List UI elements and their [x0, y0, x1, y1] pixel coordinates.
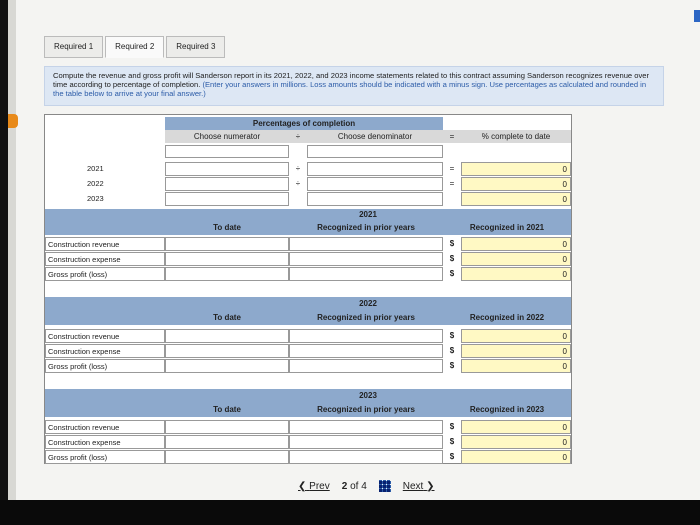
answer-table — [44, 114, 572, 464]
section-year: 2022 — [165, 297, 571, 311]
prior-years-input[interactable] — [289, 450, 443, 464]
section-header-bg — [45, 389, 165, 417]
currency-sign: $ — [449, 269, 455, 278]
to-date-input[interactable] — [165, 435, 289, 449]
page-total: of 4 — [350, 480, 367, 492]
currency-sign: $ — [449, 331, 455, 340]
chevron-left-icon: ❮ — [298, 480, 307, 492]
current-value: 0 — [461, 329, 571, 343]
prior-years-header: Recognized in prior years — [289, 403, 443, 417]
section-year: 2021 — [165, 209, 571, 221]
denominator-select[interactable] — [307, 162, 443, 176]
prior-years-input[interactable] — [289, 267, 443, 281]
row-label: Gross profit (loss) — [45, 450, 165, 464]
to-date-input[interactable] — [165, 237, 289, 251]
row-label: Construction expense — [45, 252, 165, 266]
section-year: 2023 — [165, 389, 571, 403]
to-date-input[interactable] — [165, 450, 289, 464]
currency-sign: $ — [449, 422, 455, 431]
prev-label: Prev — [309, 480, 330, 492]
next-button[interactable] — [403, 481, 435, 492]
to-date-header: To date — [165, 403, 289, 417]
tab-bar — [44, 36, 227, 58]
currency-sign: $ — [449, 254, 455, 263]
numerator-header-input[interactable] — [165, 145, 289, 158]
row-label: Gross profit (loss) — [45, 359, 165, 373]
equals-sign: = — [443, 130, 461, 143]
pct-year: 2023 — [87, 194, 104, 203]
numerator-select[interactable] — [165, 177, 289, 191]
pct-result: 0 — [461, 192, 571, 206]
to-date-input[interactable] — [165, 420, 289, 434]
screen — [8, 0, 700, 500]
row-label: Construction revenue — [45, 420, 165, 434]
instructions-text: Compute the revenue and gross profit will Sanderson report in its 2021, 2022, and 2023 income statements related to this contract assuming Sanderson recognizes revenue over time according to percentage of completion. — [53, 71, 650, 89]
prior-years-input[interactable] — [289, 329, 443, 343]
divide-sign: ÷ — [289, 130, 307, 143]
tab-required-3[interactable]: Required 3 — [166, 36, 225, 58]
instructions-note: (Enter your answers in millions. Loss amounts should be indicated with a minus sign. Use percentages as calculated and rounded in the table below to arrive at your final answer.) — [53, 80, 647, 98]
current-year-header: Recognized in 2021 — [443, 221, 571, 235]
denominator-select[interactable] — [307, 192, 443, 206]
prior-years-header: Recognized in prior years — [289, 221, 443, 235]
to-date-input[interactable] — [165, 267, 289, 281]
tab-required-1[interactable]: Required 1 — [44, 36, 103, 58]
section-header-bg — [45, 297, 165, 325]
current-value: 0 — [461, 267, 571, 281]
divide-sign: ÷ — [295, 164, 301, 173]
current-value: 0 — [461, 359, 571, 373]
current-year-header: Recognized in 2022 — [443, 311, 571, 325]
pct-title: Percentages of completion — [165, 117, 443, 130]
currency-sign: $ — [449, 346, 455, 355]
currency-sign: $ — [449, 239, 455, 248]
prior-years-header: Recognized in prior years — [289, 311, 443, 325]
prior-years-input[interactable] — [289, 359, 443, 373]
denominator-header: Choose denominator — [307, 130, 443, 143]
prev-button[interactable] — [298, 481, 330, 492]
chevron-right-icon: ❯ — [426, 480, 435, 492]
tab-required-2[interactable]: Required 2 — [105, 36, 164, 58]
pct-year: 2021 — [87, 164, 104, 173]
to-date-input[interactable] — [165, 252, 289, 266]
current-value: 0 — [461, 420, 571, 434]
currency-sign: $ — [449, 437, 455, 446]
prior-years-input[interactable] — [289, 420, 443, 434]
numerator-select[interactable] — [165, 162, 289, 176]
corner-marker — [694, 10, 700, 22]
current-value: 0 — [461, 237, 571, 251]
side-marker — [8, 114, 18, 128]
prior-years-input[interactable] — [289, 344, 443, 358]
to-date-input[interactable] — [165, 359, 289, 373]
row-label: Construction revenue — [45, 329, 165, 343]
currency-sign: $ — [449, 361, 455, 370]
row-label: Construction expense — [45, 435, 165, 449]
prior-years-input[interactable] — [289, 237, 443, 251]
result-header: % complete to date — [461, 130, 571, 143]
current-value: 0 — [461, 435, 571, 449]
to-date-input[interactable] — [165, 344, 289, 358]
next-label: Next — [402, 480, 424, 492]
section-header-bg — [45, 209, 165, 235]
denominator-header-input[interactable] — [307, 145, 443, 158]
equals-sign: = — [449, 164, 455, 173]
pct-result: 0 — [461, 177, 571, 191]
pagination — [298, 480, 435, 492]
current-value: 0 — [461, 450, 571, 464]
screen-edge — [8, 0, 16, 500]
current-value: 0 — [461, 252, 571, 266]
to-date-input[interactable] — [165, 329, 289, 343]
numerator-header: Choose numerator — [165, 130, 289, 143]
instructions-box — [44, 66, 664, 106]
current-value: 0 — [461, 344, 571, 358]
to-date-header: To date — [165, 311, 289, 325]
divide-sign: ÷ — [295, 179, 301, 188]
grid-icon[interactable] — [379, 480, 391, 492]
to-date-header: To date — [165, 221, 289, 235]
pct-year: 2022 — [87, 179, 104, 188]
current-year-header: Recognized in 2023 — [443, 403, 571, 417]
pct-result: 0 — [461, 162, 571, 176]
prior-years-input[interactable] — [289, 252, 443, 266]
row-label: Construction revenue — [45, 237, 165, 251]
row-label: Construction expense — [45, 344, 165, 358]
page-indicator — [342, 481, 367, 492]
numerator-select[interactable] — [165, 192, 289, 206]
bottom-bezel — [0, 500, 700, 525]
equals-sign: = — [449, 179, 455, 188]
currency-sign: $ — [449, 452, 455, 461]
current-page: 2 — [341, 480, 348, 492]
denominator-select[interactable] — [307, 177, 443, 191]
row-label: Gross profit (loss) — [45, 267, 165, 281]
prior-years-input[interactable] — [289, 435, 443, 449]
